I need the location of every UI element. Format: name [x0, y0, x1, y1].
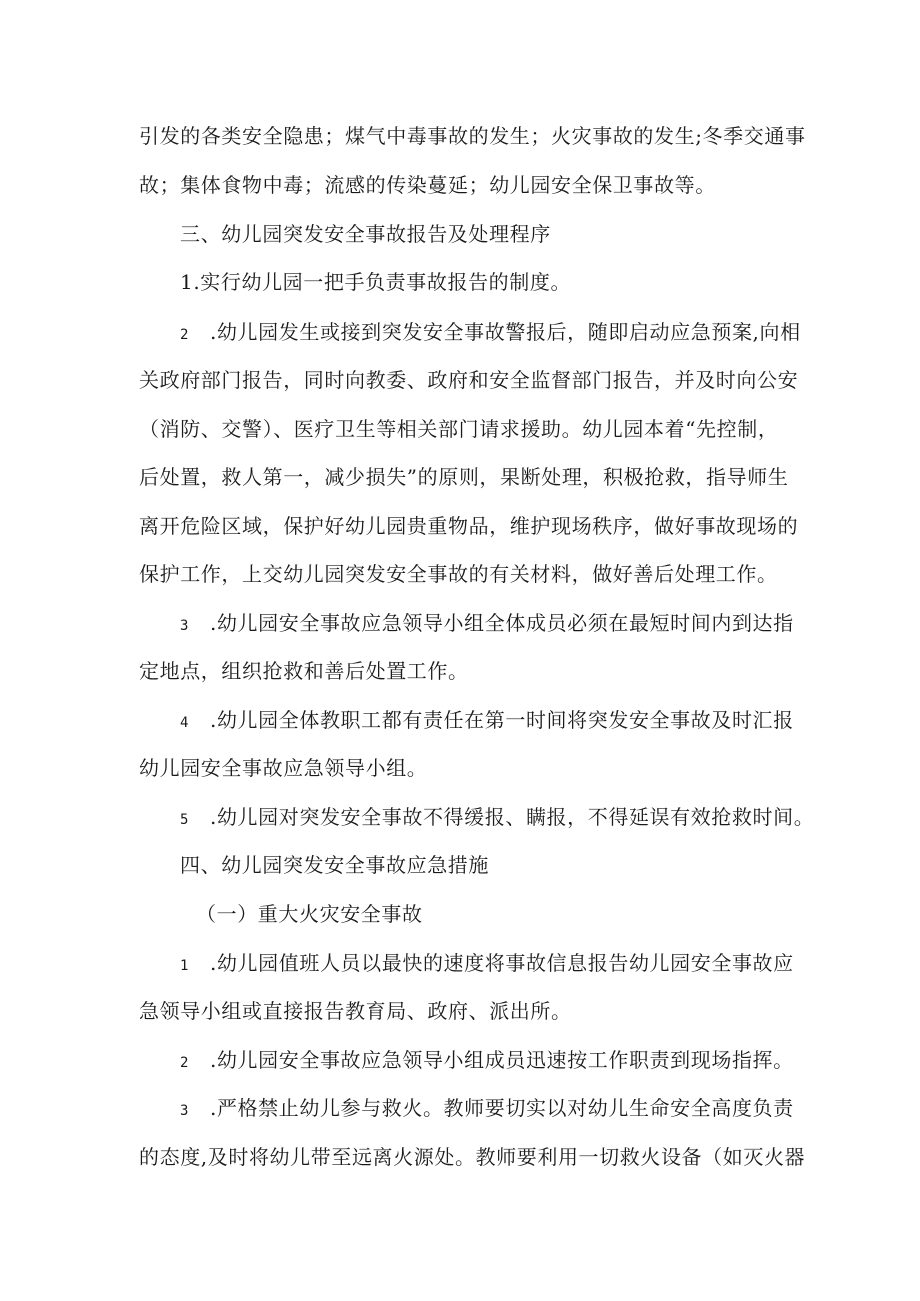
body-text-line: 急领导小组或直接报告教育局、政府、派出所。 — [139, 999, 572, 1023]
list-number: 4 — [180, 715, 190, 731]
list-item — [180, 1094, 794, 1125]
body-text-line: 定地点，组织抢救和善后处置工作。 — [139, 659, 469, 683]
list-item-text: .严格禁止幼儿参与救火。教师要切实以对幼儿生命安全高度负责 — [210, 1096, 794, 1120]
list-item: 1.实行幼儿园一把手负责事故报告的制度。 — [180, 270, 572, 294]
list-number: 1 — [180, 958, 190, 974]
list-item — [180, 803, 814, 834]
list-item — [180, 609, 794, 640]
body-text-line: 故；集体食物中毒；流感的传染蔓延；幼儿园安全保卫事故等。 — [139, 173, 716, 197]
section-heading: 四、幼儿园突发安全事故应急措施 — [180, 853, 489, 877]
body-text-line: 保护工作，上交幼儿园突发安全事故的有关材料，做好善后处理工作。 — [139, 562, 778, 586]
list-number: 5 — [180, 812, 190, 828]
body-text-line: 幼儿园安全事故应急领导小组。 — [139, 756, 428, 780]
body-text-line: 引发的各类安全隐患；煤气中毒事故的发生；火灾事故的发生;冬季交通事 — [139, 124, 806, 148]
list-item — [180, 949, 794, 980]
list-item-text: .幼儿园安全事故应急领导小组成员迅速按工作职责到现场指挥。 — [210, 1048, 794, 1072]
list-item — [180, 1046, 794, 1077]
list-number: 2 — [180, 327, 190, 343]
list-number: 3 — [180, 1103, 190, 1119]
list-item-text: .幼儿园值班人员以最快的速度将事故信息报告幼儿园安全事故应 — [210, 951, 794, 975]
body-text-line: 关政府部门报告，同时向教委、政府和安全监督部门报告，并及时向公安 — [139, 368, 799, 392]
list-item — [180, 706, 794, 737]
list-number: 3 — [180, 618, 190, 634]
section-heading: 三、幼儿园突发安全事故报告及处理程序 — [180, 222, 551, 246]
list-item-text: .幼儿园全体教职工都有责任在第一时间将突发安全事故及时汇报 — [210, 708, 794, 732]
list-item — [180, 318, 801, 349]
body-text-line: 后处置，救人第一，减少损失”的原则，果断处理，积极抢救，指导师生 — [139, 465, 789, 489]
subsection-heading: （一）重大火灾安全事故 — [196, 902, 423, 926]
body-text-line: 离开危险区域，保护好幼儿园贵重物品，维护现场秩序，做好事故现场的 — [139, 514, 799, 538]
list-item-text: .幼儿园安全事故应急领导小组全体成员必须在最短时间内到达指 — [210, 611, 794, 635]
body-text-line: （消防、交警）、医疗卫生等相关部门请求援助。幼儿园本着“先控制， — [139, 417, 779, 441]
body-text-line: 的态度,及时将幼儿带至远离火源处。教师要利用一切救火设备（如灭火器 — [139, 1145, 806, 1169]
list-item-text: .幼儿园对突发安全事故不得缓报、瞒报，不得延误有效抢救时间。 — [210, 805, 815, 829]
list-item-text: .幼儿园发生或接到突发安全事故警报后，随即启动应急预案,向相 — [210, 320, 801, 344]
list-number: 2 — [180, 1055, 190, 1071]
